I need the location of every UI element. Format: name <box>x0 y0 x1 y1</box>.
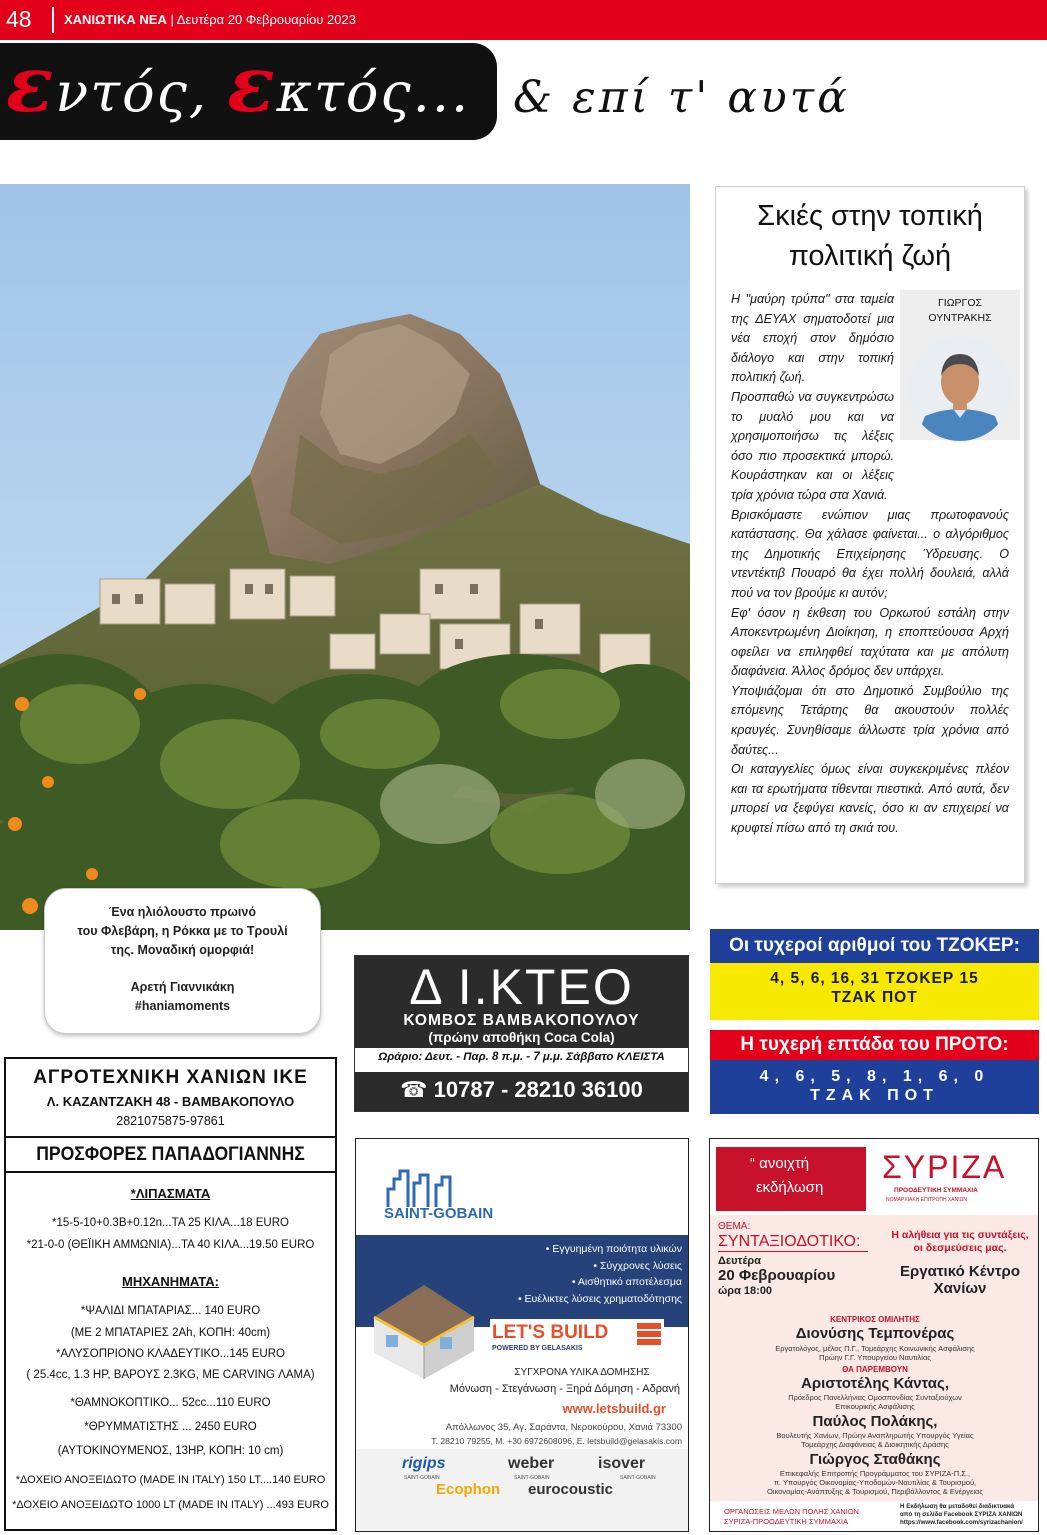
brand-ecophon: Ecophon <box>436 1481 501 1498</box>
brand-isover: isover <box>598 1455 646 1472</box>
column-title-line2: πολιτική ζωή <box>788 240 952 272</box>
syriza-time: ώρα 18:00 <box>718 1285 773 1297</box>
syriza-speaker-1-info-2: Πρώην Γ.Γ. Υπουργείου Ναυτιλίας <box>819 1353 931 1362</box>
brand-weber: weber <box>508 1455 555 1472</box>
column-title-line1: Σκιές στην τοπική <box>757 200 983 232</box>
syriza-speaker-4-info-1: Επικεφαλής Επιτροπής Προγράμματος του ΣΥΡΙΖΑ-Π.Σ., <box>779 1469 971 1478</box>
brand-isover-sub: SAINT-GOBAIN <box>620 1475 656 1481</box>
agro-machine-2: *ΑΛΥΣΟΠΡΙΟΝΟ ΚΛΑΔΕΥΤΙΚΟ...145 EURO <box>56 1348 285 1360</box>
page-number: 48 <box>6 6 32 32</box>
author-first-name: ΓΙΩΡΓΟΣ <box>938 297 982 309</box>
paper-name: ΧΑΝΙΩΤΙΚΑ ΝΕΑ <box>64 12 167 27</box>
column-paragraph-1a: Η "μαύρη τρύπα" στα ταμεία της ΔΕΥΑΧ σηματοδοτεί μια νέα εποχή στον δημόσιο διάλογο και στην τοπική πολιτική ζωή. <box>731 292 894 385</box>
agro-machine-5: *ΔΟΧΕΙΟ ΑΝΟΞΕΙΔΩΤΟ (MADE IN ITALY) 150 LT....140 EURO <box>15 1474 326 1486</box>
agro-machine-1: *ΨΑΛΙΔΙ ΜΠΑΤΑΡΙΑΣ... 140 EURO <box>80 1305 261 1317</box>
syriza-stream-info-2: από τη σελίδα Facebook ΣΥΡΙΖΑ ΧΑΝΙΩΝ <box>900 1511 1023 1518</box>
saint-gobain-brand: SAINT-GOBAIN <box>384 1205 494 1222</box>
caption-line2: του Φλεβάρη, η Ρόκκα με το Τρουλί <box>77 924 288 938</box>
syriza-venue <box>884 1263 1036 1297</box>
agro-machine-4: *ΘΡΥΜΜΑΤΙΣΤΗΣ ... 2450 EURO <box>84 1421 257 1433</box>
agro-machine-1-detail: (ΜΕ 2 ΜΠΑΤΑΡΙΕΣ 2Ah, ΚΟΠΗ: 40cm) <box>70 1327 271 1339</box>
proto-numbers: 4, 6, 5, 8, 1, 6, 0 <box>759 1068 990 1085</box>
agro-machine-3: *ΘΑΜΝΟΚΟΠΤΙΚΟ... 52cc...110 EURO <box>70 1397 271 1409</box>
letsbuild-address: Απόλλωνος 35, Αγ. Σαράντα, Νεροκούρου, Χανιά 73300 <box>445 1422 682 1433</box>
syriza-date: 20 Φεβρουαρίου <box>718 1267 836 1284</box>
syriza-slogan-2: οι δεσμεύσεις μας. <box>913 1242 1007 1254</box>
column-paragraph-5: Οι καταγγελίες όμως είναι συγκεκριμένες πλέον και τα ερωτήματα τίθενται πιεστικά. Από αυτά, δεν μπορεί να ξεφύγει κανείς, όσο κι αν επιχειρεί να κρυφτεί πίσω από τη σκιά του. <box>731 762 1009 836</box>
syriza-organizers-2: ΣΥΡΙΖΑ-ΠΡΟΟΔΕΥΤΙΚΗ ΣΥΜΜΑΧΙΑ <box>724 1517 849 1526</box>
column-paragraph-1b: Προσπαθώ να συγκεντρώσω το μυαλό μου και να χρησιμοποιήσω τις λέξεις όσο πιο προσεκτικά μπορώ. Κουράστηκαν και οι λέξεις τρία χρόνια τώρα στα Χανιά. <box>731 389 894 502</box>
letsbuild-bullets <box>506 1241 682 1307</box>
letsbuild-logo: LET'S BUILD <box>492 1322 609 1343</box>
agro-machine-6: *ΔΟΧΕΙΟ ΑΝΟΞΕΙΔΩΤΟ 1000 LT (MADE IN ITALY) ...493 EURO <box>12 1499 329 1511</box>
joker-results <box>710 963 1039 1020</box>
photo-caption <box>44 888 321 1034</box>
brand-eurocoustic: eurocoustic <box>528 1481 614 1498</box>
agro-divider-bottom <box>6 1171 335 1173</box>
column-paragraph-2: Βρισκόμαστε ενώπιον μιας πρωτοφανούς κατάστασης. Θα χάλασε φαίνεται... ο αλγόριθμος της Δημοτικής Επιχείρησης Ύδρευσης. Ο ντεντέκτιβ Πουαρό θα έχει πολλή δουλειά, αλλά πού να τον βρούμε κι αυτόν; <box>731 507 1009 600</box>
proto-title: Η τυχερή επτάδα του ΠΡΟΤΟ: <box>740 1034 1009 1055</box>
section-title-cap2: ε <box>227 39 277 130</box>
kteo-hours: Ωράριο: Δευτ. - Παρ. 8 π.μ. - 7 μ.μ. Σάββατο ΚΛΕΙΣΤΑ <box>378 1051 665 1063</box>
letsbuild-powered: POWERED BY GELASAKIS <box>492 1345 583 1352</box>
page-separator <box>52 7 54 33</box>
syriza-theme: ΣΥΝΤΑΞΙΟΔΟΤΙΚΟ: <box>718 1233 861 1250</box>
joker-numbers: 4, 5, 6, 16, 31 ΤΖΟΚΕΡ 15 <box>770 970 979 987</box>
syriza-stream-info <box>900 1503 1023 1527</box>
syriza-slogan <box>884 1229 1036 1255</box>
masthead <box>64 12 356 27</box>
kteo-phone: ☎ 10787 - 28210 36100 <box>400 1077 643 1102</box>
syriza-day: Δευτέρα <box>718 1255 761 1267</box>
syriza-stream-info-1: Η Εκδήλωση θα μεταδοθεί διαδικτυακά <box>900 1503 1015 1510</box>
proto-header <box>710 1030 1039 1060</box>
caption-line3: της. Μοναδική ομορφιά! <box>110 943 255 957</box>
section-title-cap1: ε <box>6 39 56 130</box>
agro-machine-4-detail: (ΑΥΤΟΚΙΝΟΥΜΕΝΟΣ, 13HP, ΚΟΠΗ: 10 cm) <box>57 1445 284 1457</box>
section-subtitle: & επί τ' αυτά <box>513 72 850 123</box>
syriza-speaker-3-info-2: Τομεάρχης Διαφάνειας & Διοικητικής Δράσης <box>801 1440 949 1449</box>
syriza-speaker-1: Διονύσης Τεμπονέρας <box>795 1325 955 1342</box>
house-illustration <box>364 1267 484 1382</box>
syriza-speaker-1-info-1: Εργατολόγος, μέλος Π.Γ., Τομεάρχης Κοινωνικής Ασφάλισης <box>775 1344 975 1353</box>
mountain-photo <box>0 184 690 930</box>
section-title-part1: ντός, <box>55 61 228 124</box>
agro-ad <box>4 1057 337 1531</box>
agro-machine-2-detail: ( 25.4cc, 1.3 HP, ΒΑΡΟΥΣ 2.3KG, ΜΕ CARVING ΛΑΜΑ) <box>26 1369 315 1381</box>
syriza-main-speaker-label: ΚΕΝΤΡΙΚΟΣ ΟΜΙΛΗΤΗΣ <box>830 1315 920 1324</box>
syriza-theme-rule <box>718 1251 868 1252</box>
syriza-speaker-2-info <box>710 1393 1039 1411</box>
agro-name: ΑΓΡΟΤΕΧΝΙΚΗ ΧΑΝΙΩΝ ΙΚΕ <box>33 1067 308 1088</box>
syriza-stream-link[interactable]: https://www.facebook.com/syrizachanion/ <box>900 1519 1023 1526</box>
syriza-speaker-1-info <box>710 1344 1039 1362</box>
proto-results <box>710 1060 1039 1114</box>
agro-phone: 2821075875-97861 <box>116 1114 225 1128</box>
joker-header <box>710 929 1039 963</box>
kteo-subtitle: ΚΟΜΒΟΣ ΒΑΜΒΑΚΟΠΟΥΛΟΥ <box>403 1012 640 1029</box>
syriza-speaker-4-info-2: π. Υπουργός Οικονομίας-Υποδομών-Ναυτιλίας & Τουρισμού, <box>773 1478 977 1487</box>
syriza-ad <box>709 1138 1039 1532</box>
letsbuild-bullet-1: • Εγγυημένη ποιότητα υλικών <box>545 1243 682 1255</box>
caption-hashtag: #haniamoments <box>134 999 231 1013</box>
letsbuild-bullet-3: • Αισθητικό αποτέλεσμα <box>571 1276 682 1288</box>
syriza-others-label: ΘΑ ΠΑΡΕΜΒΟΥΝ <box>842 1365 908 1374</box>
kteo-note: (πρώην αποθήκη Coca Cola) <box>428 1030 615 1045</box>
column-paragraph-3: Εφ' όσον η έκθεση του Ορκωτού εστάλη στην Αποκεντρωμένη Διοίκηση, η εποπτεύουσα Αρχή οφείλει να επιληφθεί ταχύτατα και με απόλυτη διαφάνεια. Άλλος δρόμος δεν υπάρχει. <box>731 605 1009 679</box>
agro-fert-1: *15-5-10+0.3B+0.12n...ΤΑ 25 ΚΙΛΑ...18 EURO <box>52 1217 289 1229</box>
caption-author: Αρετή Γιαννικάκη <box>130 980 235 994</box>
column-text <box>731 290 1009 839</box>
column-title <box>716 196 1024 276</box>
brand-rigips: rigips <box>402 1455 446 1472</box>
agro-fert-heading: *ΛΙΠΑΣΜΑΤΑ <box>130 1186 211 1201</box>
author-last-name: ΟΥΝΤΡΑΚΗΣ <box>928 312 992 324</box>
brand-weber-sub: SAINT-GOBAIN <box>514 1475 550 1481</box>
letsbuild-bullet-2: • Σύγχρονες λύσεις <box>593 1259 682 1272</box>
agro-divider-top <box>6 1136 335 1138</box>
syriza-speaker-4-info <box>710 1469 1039 1496</box>
letsbuild-tag-1: ΣΥΓΧΡΟΝΑ ΥΛΙΚΑ ΔΟΜΗΣΗΣ <box>514 1367 650 1378</box>
syriza-speaker-3: Παύλος Πολάκης, <box>812 1413 938 1430</box>
syriza-logo-sub: ΠΡΟΟΔΕΥΤΙΚΗ ΣΥΜΜΑΧΙΑ <box>894 1187 978 1194</box>
agro-fert-2: *21-0-0 (ΘΕΪΙΚΗ ΑΜΜΩΝΙΑ)...ΤΑ 40 ΚΙΛΑ...19.50 EURO <box>26 1239 315 1251</box>
syriza-speaker-4-info-3: Οικονομίας-Ανάπτυξης & Τουρισμού, Περιβάλλοντος & Ενέργειας <box>767 1487 983 1496</box>
syriza-organizers-1: ΟΡΓΑΝΩΣΕΙΣ ΜΕΛΩΝ ΠΟΛΗΣ ΧΑΝΙΩΝ <box>724 1507 859 1516</box>
letsbuild-contact: T. 28210 79255, M. +30 6972608096, E. letsbuild@gelasakis.com <box>431 1436 682 1446</box>
syriza-speaker-4: Γιώργος Σταθάκης <box>809 1451 941 1468</box>
column-paragraph-4: Υποψιάζομαι ότι στο Δημοτικό Συμβούλιο της επόμενης Τετάρτης θα ακουστούν πολλές κραυγές. Συνηθίσαμε άλλωστε τρία χρόνια από δαύτες... <box>731 683 1009 757</box>
letsbuild-tag-2: Μόνωση - Στεγάνωση - Ξηρά Δόμηση - Αδρανή <box>449 1383 680 1395</box>
letsbuild-website: www.letsbuild.gr <box>562 1401 666 1416</box>
section-title-part2: κτός... <box>276 61 471 124</box>
issue-date: | Δευτέρα 20 Φεβρουαρίου 2023 <box>170 12 356 27</box>
joker-title: Οι τυχεροί αριθμοί του ΤΖΟΚΕΡ: <box>729 935 1020 956</box>
letsbuild-ad <box>355 1138 689 1532</box>
section-title <box>6 39 471 130</box>
kteo-title: Δ Ι.ΚΤΕΟ <box>409 959 634 1015</box>
syriza-logo: ΣΥΡΙΖΑ <box>882 1149 1007 1185</box>
joker-jackpot: ΤΖΑΚ ΠΟΤ <box>831 989 918 1006</box>
letsbuild-brick-icon <box>636 1321 662 1347</box>
syriza-open-event-2: εκδήλωση <box>756 1179 824 1196</box>
letsbuild-bullet-4: • Ευέλικτες λύσεις χρηματοδότησης <box>517 1292 682 1305</box>
syriza-speaker-2-info-1: Πρόεδρος Πανελλήνιας Ομοσπονδίας Συνταξιούχων <box>788 1393 962 1402</box>
syriza-slogan-1: Η αλήθεια για τις συντάξεις, <box>891 1229 1029 1241</box>
syriza-speaker-2: Αριστοτέλης Κάντας, <box>800 1375 949 1392</box>
proto-jackpot: ΤΖΑΚ ΠΟΤ <box>810 1087 939 1104</box>
agro-offers: ΠΡΟΣΦΟΡΕΣ ΠΑΠΑΔΟΓΙΑΝΝΗΣ <box>36 1143 305 1165</box>
syriza-speaker-3-info <box>710 1431 1039 1449</box>
kteo-ad <box>354 955 689 1112</box>
syriza-open-event-1: “ ανοιχτή <box>750 1155 810 1172</box>
agro-mach-heading: ΜΗΧΑΝΗΜΑΤΑ: <box>122 1274 219 1289</box>
syriza-venue-2: Χανίων <box>933 1280 987 1297</box>
syriza-speaker-2-info-2: Επικουρικής Ασφάλισης <box>835 1402 915 1411</box>
caption-gap <box>45 960 320 978</box>
agro-address: Λ. ΚΑΖΑΝΤΖΑΚΗ 48 - ΒΑΜΒΑΚΟΠΟΥΛΟ <box>46 1094 295 1109</box>
syriza-organizers <box>724 1507 859 1527</box>
syriza-venue-1: Εργατικό Κέντρο <box>900 1263 1020 1280</box>
syriza-theme-label: ΘΕΜΑ: <box>718 1221 751 1232</box>
syriza-logo-sub2: ΝΟΜΑΡΧΙΑΚΗ ΕΠΙΤΡΟΠΗ ΧΑΝΙΩΝ <box>886 1197 967 1203</box>
syriza-speaker-3-info-1: Βουλευτής Χανίων, Πρώην Αναπληρωτής Υπουργός Υγείας <box>776 1431 974 1440</box>
caption-line1: Ένα ηλιόλουστο πρωινό <box>109 905 256 919</box>
brand-rigips-sub: SAINT-GOBAIN <box>404 1475 440 1481</box>
